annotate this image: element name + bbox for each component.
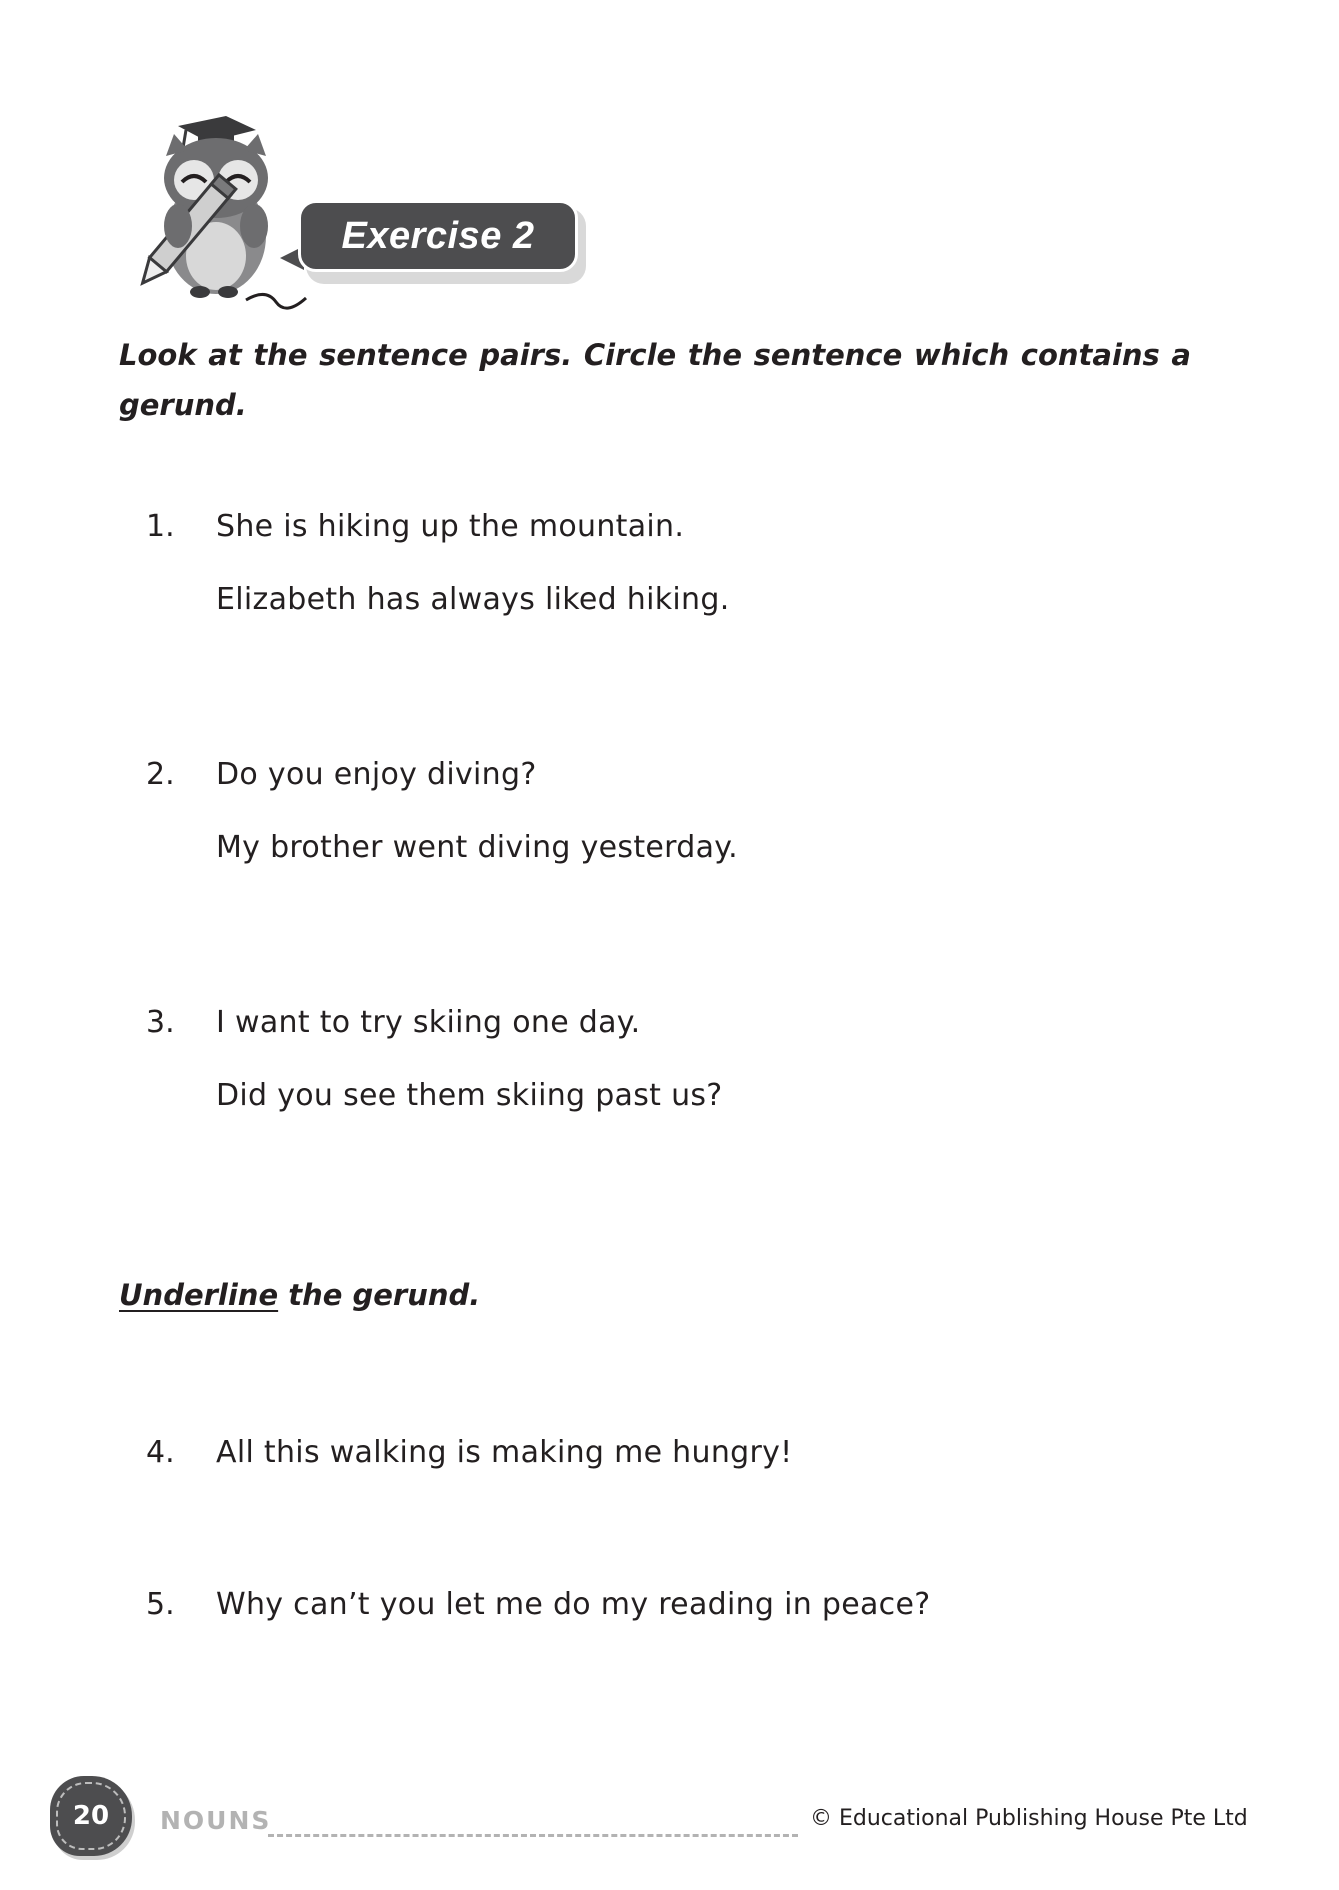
instruction-underline-rest: the gerund. — [278, 1278, 481, 1312]
item-number: 2. — [146, 757, 175, 792]
item-number: 5. — [146, 1587, 175, 1622]
sentence-option[interactable]: I want to try skiing one day. — [216, 1005, 641, 1040]
instruction-underline-keyword: Underline — [119, 1278, 279, 1312]
exercise-badge — [298, 200, 578, 272]
sentence-option[interactable]: She is hiking up the mountain. — [216, 509, 685, 544]
instruction-circle: Look at the sentence pairs. Circle the sentence which contains a gerund. — [119, 338, 1191, 422]
copyright-notice: © Educational Publishing House Pte Ltd — [810, 1806, 1248, 1831]
sentence-underline-target[interactable]: Why can’t you let me do my reading in peace? — [216, 1587, 931, 1622]
page-number: 20 — [72, 1801, 110, 1831]
footer-divider — [268, 1834, 798, 1837]
item-number: 4. — [146, 1435, 175, 1470]
sentence-option[interactable]: Did you see them skiing past us? — [216, 1078, 723, 1113]
page-number-badge — [50, 1776, 132, 1856]
item-number: 1. — [146, 509, 175, 544]
owl-mascot-icon — [116, 116, 316, 316]
sentence-underline-target[interactable]: All this walking is making me hungry! — [216, 1435, 793, 1470]
exercise-title: Exercise 2 — [341, 214, 535, 257]
instruction-underline — [119, 1270, 1191, 1320]
sentence-option[interactable]: Do you enjoy diving? — [216, 757, 537, 792]
item-number: 3. — [146, 1005, 175, 1040]
sentence-option[interactable]: My brother went diving yesterday. — [216, 830, 738, 865]
section-name: NOUNS — [160, 1806, 272, 1835]
sentence-option[interactable]: Elizabeth has always liked hiking. — [216, 582, 730, 617]
